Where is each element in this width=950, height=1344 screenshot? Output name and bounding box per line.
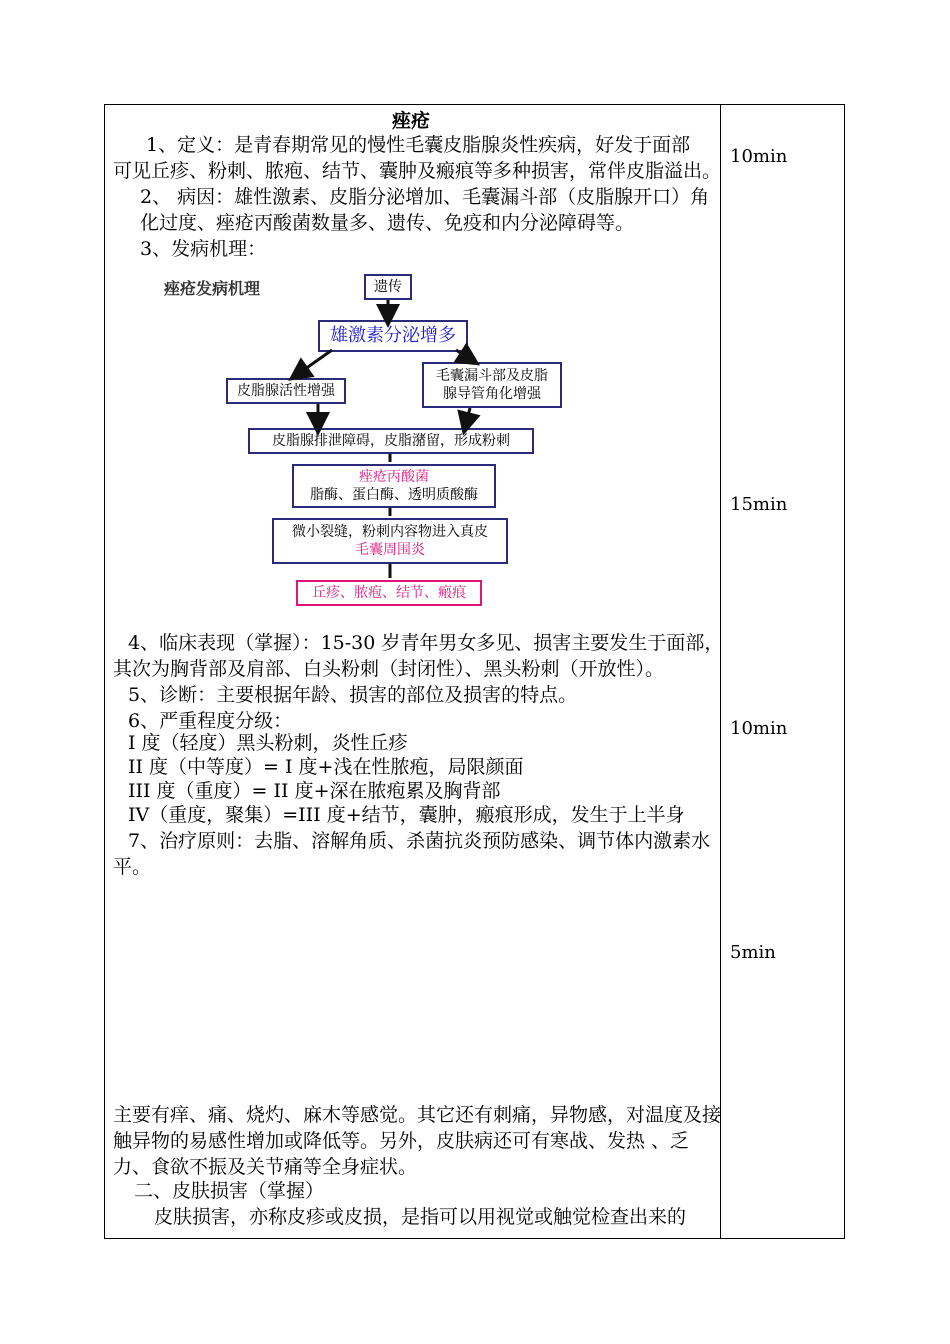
section-title: 痤疮 bbox=[392, 110, 431, 132]
severity-heading: 6、严重程度分级： bbox=[128, 710, 293, 732]
pathogenesis-flowchart bbox=[140, 262, 600, 612]
flowchart-arrows bbox=[140, 262, 600, 612]
box-lesions: 丘疹、脓疱、结节、瘢痕 bbox=[296, 580, 482, 606]
grade-3: III 度（重度）= II 度+深在脓疱累及胸背部 bbox=[128, 780, 501, 802]
symptom-line-1: 主要有痒、痛、烧灼、麻木等感觉。其它还有刺痛，异物感，对温度及接 bbox=[113, 1104, 722, 1126]
box-heredity: 遗传 bbox=[364, 274, 412, 300]
grade-1: I 度（轻度）黑头粉刺，炎性丘疹 bbox=[128, 732, 408, 754]
enzymes-label: 脂酶、蛋白酶、透明质酸酶 bbox=[310, 487, 478, 503]
clinical-line-2: 其次为胸背部及肩部、白头粉刺（封闭性）、黑头粉刺（开放性）。 bbox=[113, 658, 665, 680]
symptom-line-3: 力、食欲不振及关节痛等全身症状。 bbox=[113, 1156, 418, 1178]
follicle-line-2: 腺导管角化增强 bbox=[443, 386, 541, 402]
follicle-line-1: 毛囊漏斗部及皮脂 bbox=[436, 368, 548, 384]
cause-line-1: 2、 病因：雄性激素、皮脂分泌增加、毛囊漏斗部（皮脂腺开口）角 bbox=[140, 186, 710, 208]
clinical-line-1: 4、临床表现（掌握）：15-30 岁青年男女多见、损害主要发生于面部， bbox=[128, 632, 724, 654]
skin-lesion-heading: 二、皮肤损害（掌握） bbox=[134, 1180, 325, 1202]
symptom-line-2: 触异物的易感性增加或降低等。另外，皮肤病还可有寒战、发热 、乏 bbox=[113, 1130, 690, 1152]
box-sebaceous-activity: 皮脂腺活性增强 bbox=[226, 378, 346, 404]
perifolliculitis-label: 毛囊周围炎 bbox=[355, 542, 425, 558]
box-androgen: 雄激素分泌增多 bbox=[318, 320, 468, 352]
skin-lesion-line: 皮肤损害，亦称皮疹或皮损，是指可以用视觉或触觉检查出来的 bbox=[154, 1206, 687, 1228]
time-2: 15min bbox=[730, 494, 788, 515]
arrow-androgen-sebaceous bbox=[298, 350, 332, 374]
diagnosis-line: 5、诊断：主要根据年龄、损害的部位及损害的特点。 bbox=[128, 684, 578, 706]
treatment-line-1: 7、治疗原则：去脂、溶解角质、杀菌抗炎预防感染、调节体内激素水 bbox=[128, 830, 711, 852]
column-divider bbox=[720, 104, 721, 1239]
grade-2: II 度（中等度）= I 度+浅在性脓疱，局限颜面 bbox=[128, 756, 524, 778]
arrow-follicle-retention bbox=[466, 408, 470, 424]
box-sebum-retention: 皮脂腺排泄障碍，皮脂潴留，形成粉刺 bbox=[248, 428, 534, 454]
time-4: 5min bbox=[730, 942, 776, 963]
definition-line-2: 可见丘疹、粉刺、脓疱、结节、囊肿及瘢痕等多种损害，常伴皮脂溢出。 bbox=[113, 160, 722, 182]
time-3: 10min bbox=[730, 718, 788, 739]
pathogenesis-heading: 3、发病机理： bbox=[140, 238, 267, 260]
cause-line-2: 化过度、痤疮丙酸菌数量多、遗传、免疫和内分泌障碍等。 bbox=[140, 212, 635, 234]
time-1: 10min bbox=[730, 146, 788, 167]
bacteria-label: 痤疮丙酸菌 bbox=[359, 469, 429, 485]
treatment-line-2: 平。 bbox=[113, 856, 152, 878]
rupture-label: 微小裂缝，粉刺内容物进入真皮 bbox=[292, 524, 488, 540]
definition-line-1: 1、定义：是青春期常见的慢性毛囊皮脂腺炎性疾病，好发于面部 bbox=[146, 134, 691, 156]
flowchart-title: 痤疮发病机理 bbox=[164, 279, 261, 298]
grade-4: IV（重度，聚集）=III 度+结节，囊肿，瘢痕形成，发生于上半身 bbox=[128, 804, 685, 826]
arrow-androgen-follicle bbox=[456, 350, 470, 359]
